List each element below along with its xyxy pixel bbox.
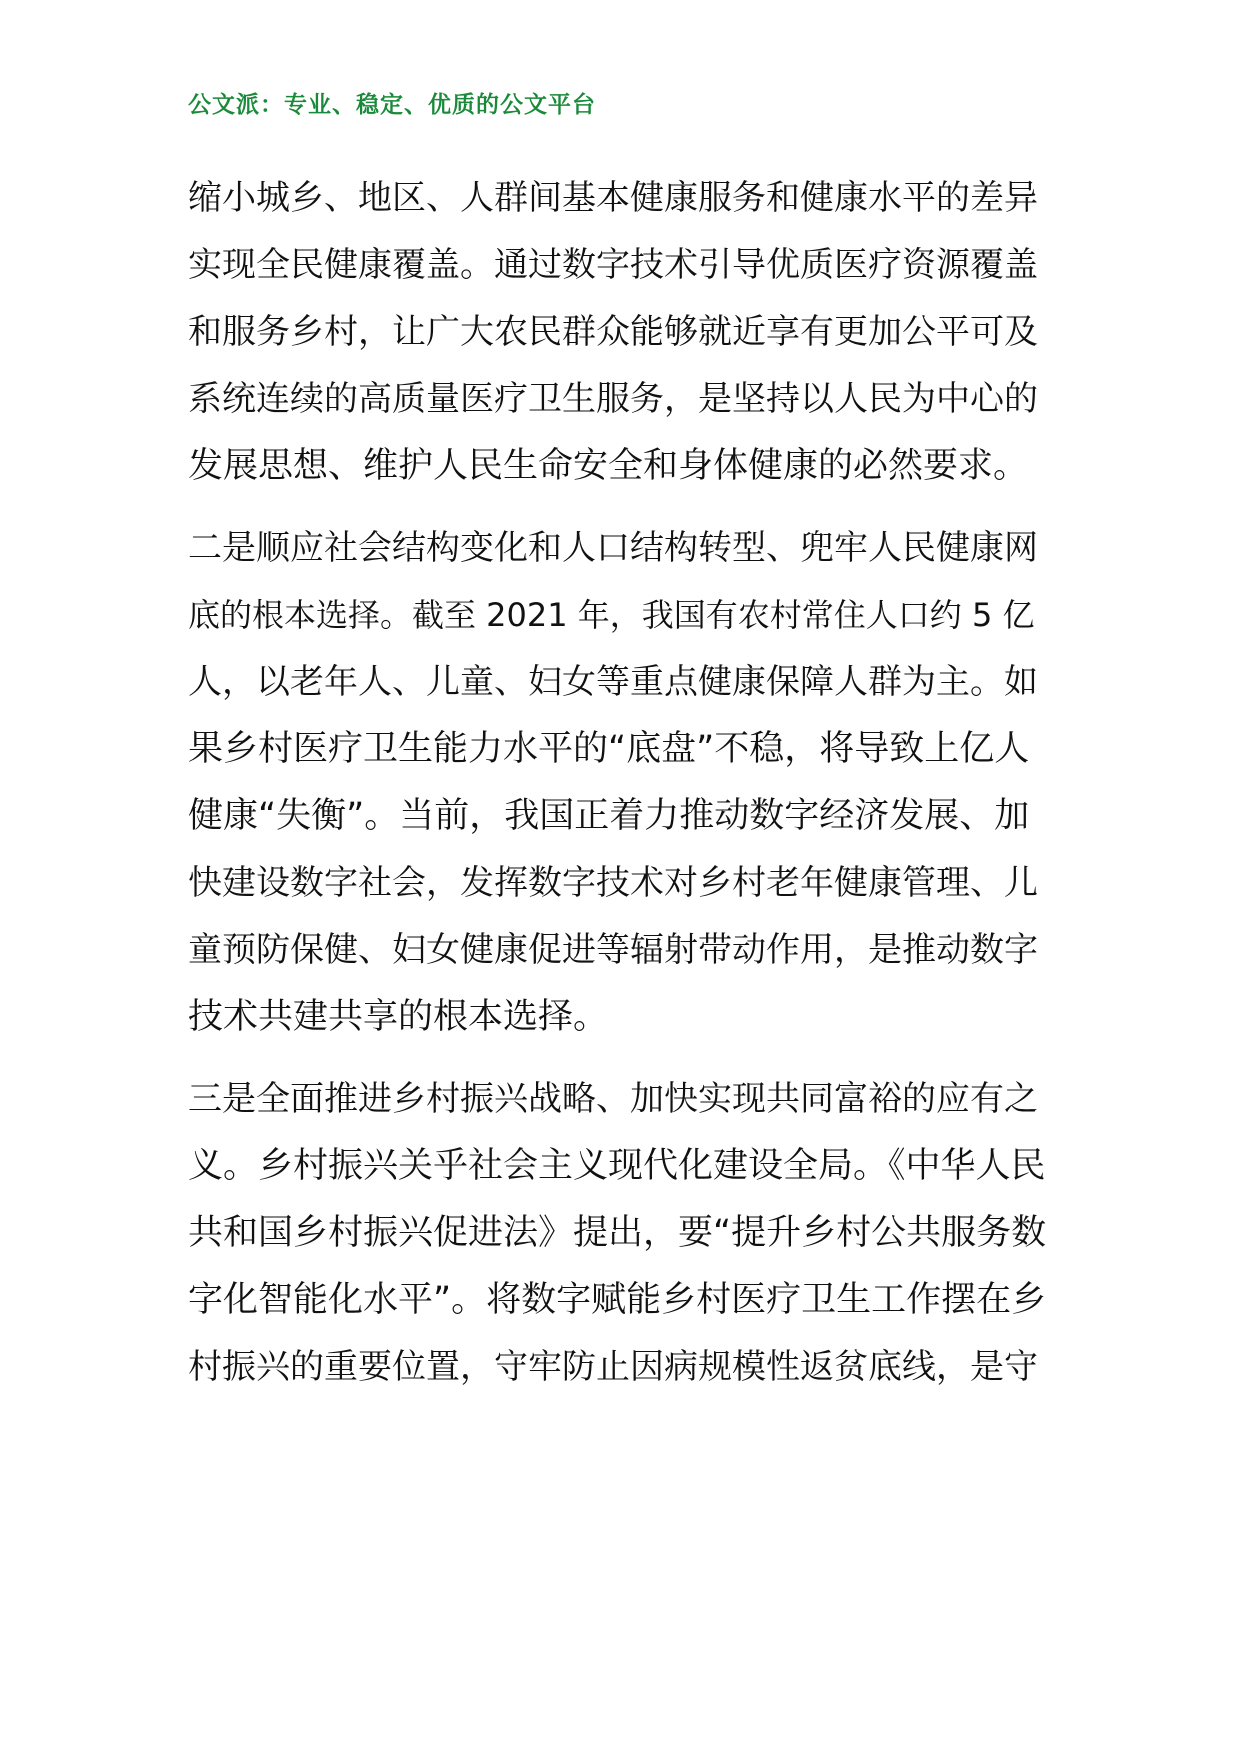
text-line: 发展思想、维护人民生命安全和身体健康的必然要求。 — [188, 446, 1029, 486]
text-line: 系统连续的高质量医疗卫生服务，是坚持以人民为中心的 — [188, 379, 1038, 419]
text-line: 果乡村医疗卫生能力水平的“底盘”不稳，将导致上亿人 — [188, 729, 1030, 769]
text-line: 字化智能化水平”。将数字赋能乡村医疗卫生工作摆在乡 — [188, 1280, 1047, 1320]
brand-header: 公文派：专业、稳定、优质的公文平台 — [188, 92, 596, 118]
text-line: 快建设数字社会，发挥数字技术对乡村老年健康管理、儿 — [188, 863, 1038, 903]
text-line: 三是全面推进乡村振兴战略、加快实现共同富裕的应有之 — [188, 1079, 1038, 1119]
text-line: 底的根本选择。截至 2021 年，我国有农村常住人口约 5 亿 — [188, 596, 1035, 634]
text-line: 人，以老年人、儿童、妇女等重点健康保障人群为主。如 — [188, 662, 1038, 702]
text-line: 童预防保健、妇女健康促进等辐射带动作用，是推动数字 — [188, 930, 1038, 970]
text-line: 二是顺应社会结构变化和人口结构转型、兜牢人民健康网 — [188, 528, 1038, 568]
text-line: 村振兴的重要位置，守牢防止因病规模性返贫底线，是守 — [188, 1347, 1038, 1387]
text-line: 义。乡村振兴关乎社会主义现代化建设全局。《中华人民 — [188, 1146, 1046, 1186]
text-line: 共和国乡村振兴促进法》提出，要“提升乡村公共服务数 — [188, 1213, 1047, 1253]
text-line: 健康“失衡”。当前，我国正着力推动数字经济发展、加 — [188, 796, 1030, 836]
text-line: 和服务乡村，让广大农民群众能够就近享有更加公平可及 — [188, 312, 1038, 352]
text-line: 技术共建共享的根本选择。 — [188, 997, 609, 1037]
text-line: 实现全民健康覆盖。通过数字技术引导优质医疗资源覆盖 — [188, 245, 1038, 285]
text-line: 缩小城乡、地区、人群间基本健康服务和健康水平的差异 — [188, 178, 1038, 218]
